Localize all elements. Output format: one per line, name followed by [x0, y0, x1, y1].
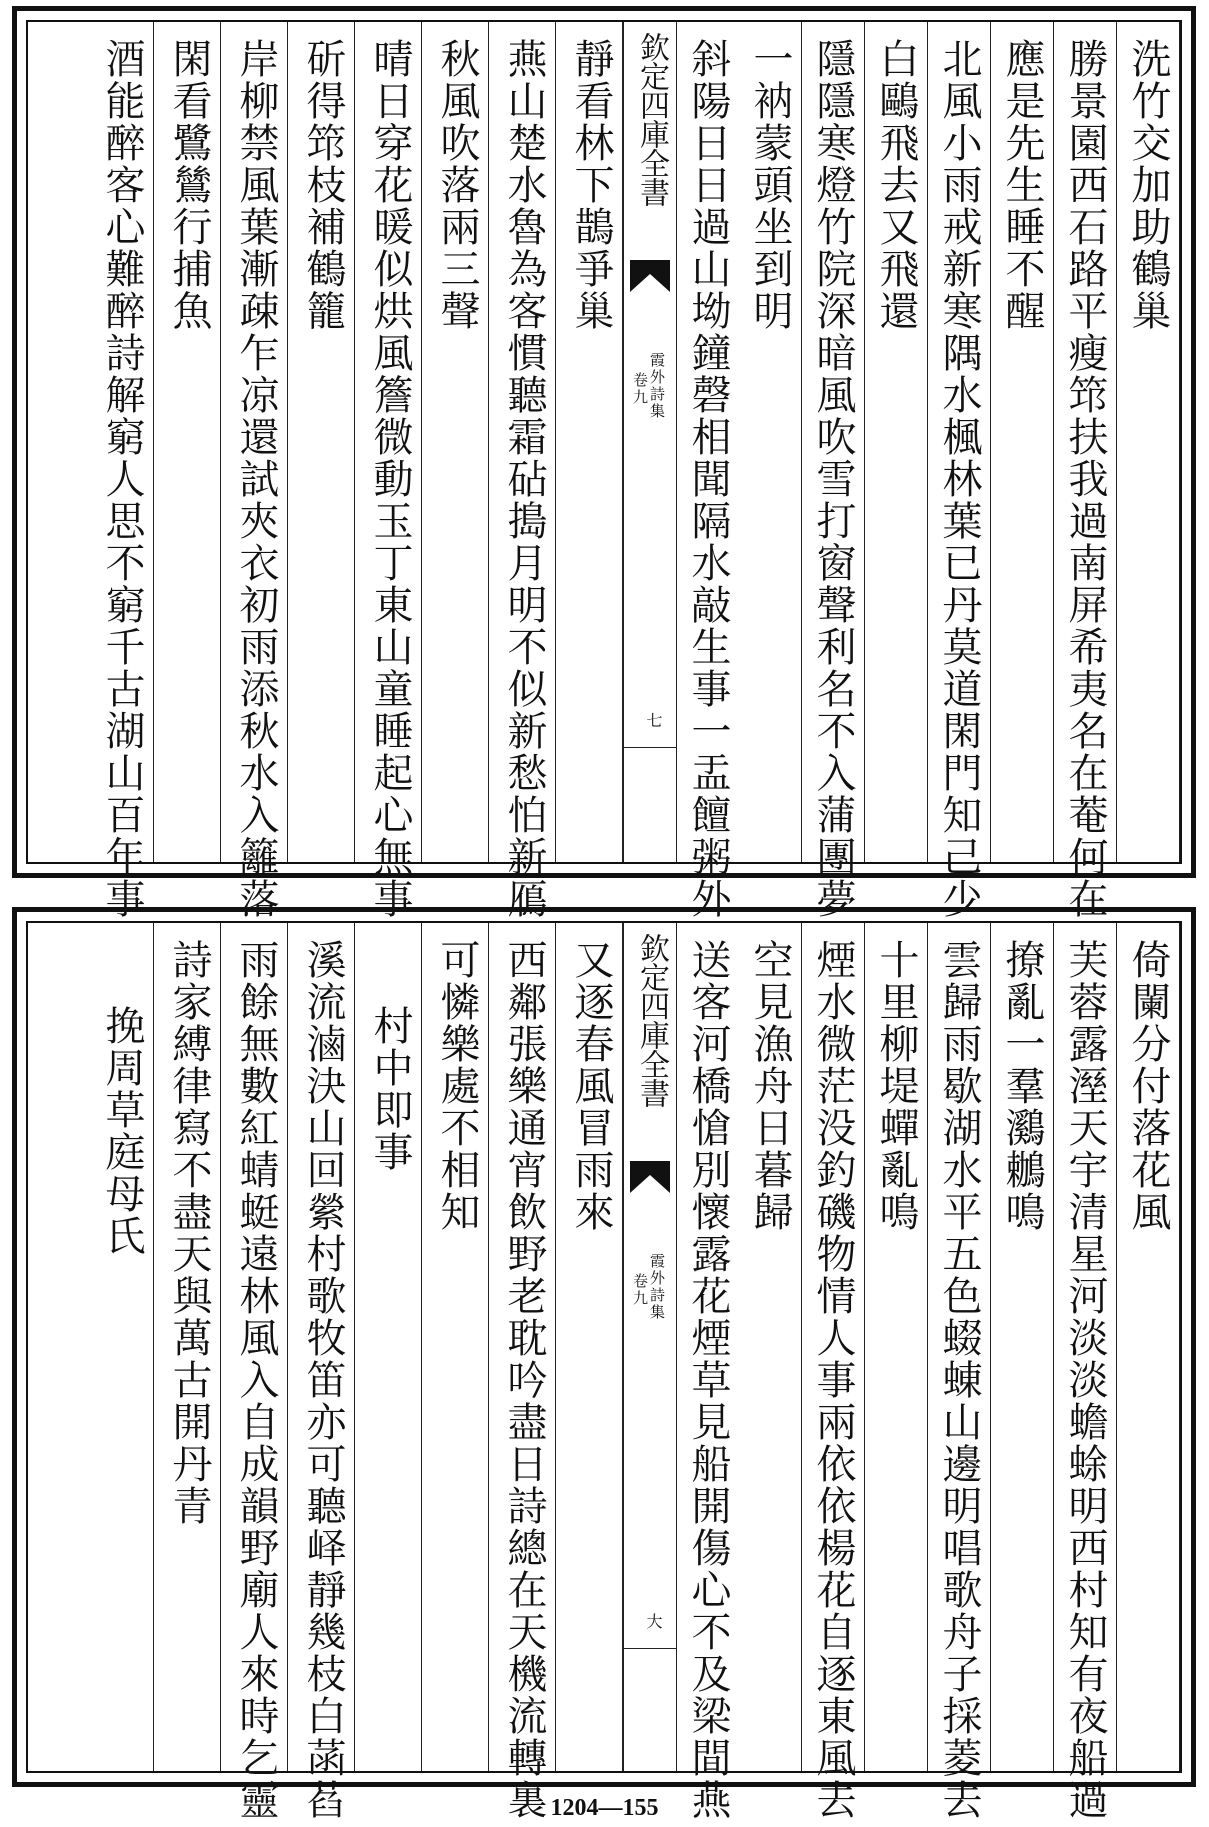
gutter-rule — [624, 747, 676, 748]
column-text: 雨餘無數紅蜻蜓遠林風入自成韻野廟人來時乞靈 — [233, 939, 279, 1821]
column-text: 靜看林下鵲爭巢 — [568, 38, 614, 332]
column-text: 撩亂一羣鸂鶒鳴 — [999, 939, 1045, 1233]
column-text: 斫得筇枝補鶴籠 — [300, 38, 346, 332]
text-column — [561, 22, 623, 862]
column-text: 可憐樂處不相知 — [434, 939, 480, 1233]
column-text: 空見漁舟日暮歸 — [747, 939, 793, 1233]
column-text: 秋風吹落兩三聲 — [434, 38, 480, 332]
column-text: 白鷗飛去又飛還 — [873, 38, 919, 332]
text-column — [740, 22, 802, 862]
gutter-rule — [624, 1648, 676, 1649]
gutter-page-number: 大 — [644, 1613, 663, 1629]
text-column — [92, 22, 154, 920]
text-column — [427, 22, 489, 862]
text-column — [360, 923, 422, 1771]
column-text: 隱隱寒燈竹院深暗風吹雪打窗聲利名不入蒲團夢 — [810, 38, 856, 920]
column-text: 十里柳堤蟬亂鳴 — [873, 939, 919, 1233]
text-column — [992, 22, 1054, 862]
text-column — [866, 22, 928, 862]
fishtail-mark-icon — [630, 1161, 670, 1193]
column-text: 芙蓉露溼天宇清星河淡淡蟾蜍明西村知有夜船過 — [1062, 939, 1108, 1821]
text-column — [1055, 22, 1117, 920]
gutter-volume: 卷九 — [631, 372, 649, 406]
gutter-title: 欽定四庫全書 — [634, 32, 669, 206]
fishtail-mark-icon — [630, 260, 670, 292]
column-text: 酒能醉客心難醉詩解窮人思不窮千古湖山百年事 — [99, 38, 145, 920]
column-text: 應是先生睡不醒 — [999, 38, 1045, 332]
text-column — [226, 22, 288, 920]
column-text: 一衲蒙頭坐到明 — [747, 38, 793, 332]
column-text: 閑看鷺鷥行捕魚 — [166, 38, 212, 332]
column-text: 燕山楚水魯為客慣聽霜砧搗月明不似新愁怕新鴈 — [501, 38, 547, 920]
gutter-book-title: 霞外詩集 — [648, 352, 666, 420]
column-text: 岸柳禁風葉漸疎乍凉還試夾衣初雨添秋水入籬落 — [233, 38, 279, 920]
column-text: 挽周草庭母氏 — [99, 963, 145, 1257]
column-text: 又逐春風冒雨來 — [568, 939, 614, 1233]
text-column — [677, 923, 739, 1821]
column-text: 西鄰張樂通宵飲野老耽吟盡日詩總在天機流轉裏 — [501, 939, 547, 1821]
text-column — [360, 22, 422, 920]
column-text: 煙水微茫没釣磯物情人事兩依依楊花自逐東風去 — [810, 939, 856, 1821]
text-column — [1055, 923, 1117, 1821]
text-column — [494, 22, 556, 920]
page-footer-number: 1204—155 — [550, 1795, 659, 1821]
column-text: 北風小雨戒新寒隅水楓林葉已丹莫道閑門知己少 — [936, 38, 982, 920]
text-column — [1118, 22, 1180, 862]
column-text: 晴日穿花暖似烘風簷微動玉丁東山童睡起心無事 — [367, 38, 413, 920]
gutter-book-title: 霞外詩集 — [648, 1253, 666, 1321]
column-text: 倚闌分付落花風 — [1125, 939, 1171, 1233]
column-text: 勝景園西石路平瘦筇扶我過南屏希夷名在菴何在 — [1062, 38, 1108, 920]
text-column — [677, 22, 739, 920]
text-column — [929, 22, 991, 920]
text-column — [803, 22, 865, 920]
top-page-frame — [26, 20, 1182, 920]
text-column — [226, 923, 288, 1821]
text-column — [293, 22, 355, 862]
column-text: 送客河橋愴別懷露花煙草見船開傷心不及梁間燕 — [685, 939, 731, 1821]
column-text: 村中即事 — [367, 963, 413, 1173]
gutter-page-number: 七 — [644, 712, 663, 728]
text-column — [929, 923, 991, 1821]
column-text: 詩家縛律寫不盡天與萬古開丹青 — [166, 939, 212, 1527]
text-column — [866, 923, 928, 1771]
column-text: 斜陽日日過山坳鐘磬相聞隔水敲生事一盂饘粥外 — [685, 38, 731, 920]
center-gutter — [623, 923, 677, 1771]
gutter-title: 欽定四庫全書 — [634, 933, 669, 1107]
text-column — [992, 923, 1054, 1771]
text-column — [293, 923, 355, 1821]
column-text: 洗竹交加助鶴巢 — [1125, 38, 1171, 332]
column-text: 雲歸雨歇湖水平五色蝃蝀山邊明唱歌舟子採菱去 — [936, 939, 982, 1821]
text-column — [92, 923, 154, 1771]
top-page — [12, 6, 1196, 920]
text-column — [561, 923, 623, 1771]
text-column — [159, 923, 221, 1771]
text-column — [740, 923, 802, 1771]
column-text: 溪流滷決山回縈村歌牧笛亦可聽峄靜幾枝白菡萏 — [300, 939, 346, 1821]
text-column — [494, 923, 556, 1821]
text-column — [1118, 923, 1180, 1771]
text-column — [159, 22, 221, 862]
text-column — [803, 923, 865, 1821]
gutter-volume: 卷九 — [631, 1273, 649, 1307]
center-gutter — [623, 22, 677, 862]
text-column — [427, 923, 489, 1771]
